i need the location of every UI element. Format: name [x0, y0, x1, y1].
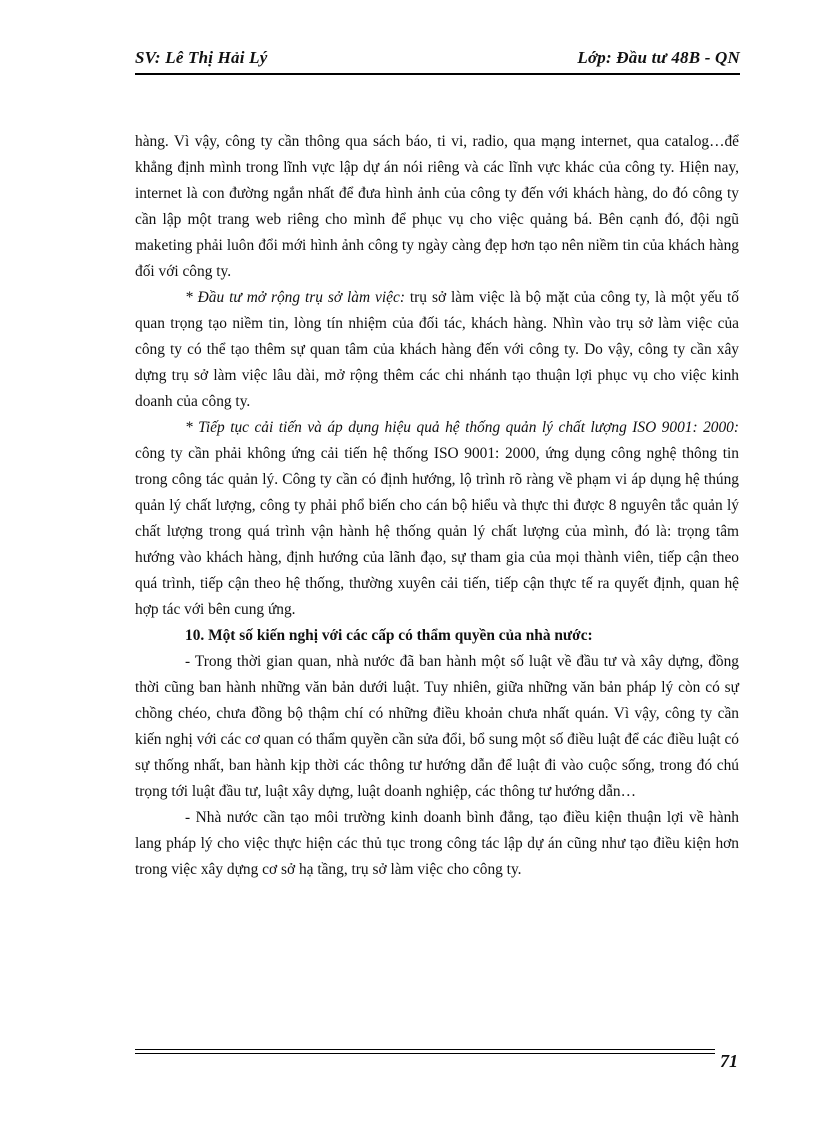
- iso-text: công ty cần phải không ứng cải tiến hệ thống ISO 9001: 2000, ứng dụng công nghệ thông tin trong công tác quản lý. Công ty cần có định hướng, lộ trình rõ ràng về phạm vi áp dụng hệ thúng quản lý chất lượng, công ty phải phổ biến cho cán bộ hiểu và thực thi được 8 nguyên tắc quản lý chất lượng trong quá trình vận hành hệ thống quản lý chất lượng của mình, đó là: trọng tâm hướng vào khách hàng, định hướng của lãnh đạo, sự tham gia của mọi thành viên, tiếp cận theo quá trình, tiếp cận theo hệ thống, thường xuyên cải tiến, tiếp cận thực tế ra quyết định, quan hệ hợp tác với bên cung ứng.: [135, 445, 739, 618]
- class-name: Lớp: Đầu tư 48B - QN: [577, 48, 740, 67]
- page-body: [135, 129, 739, 883]
- section-heading: 10. Một số kiến nghị với các cấp có thẩm quyền của nhà nước:: [185, 627, 593, 644]
- paragraph-continued: hàng. Vì vậy, công ty cần thông qua sách báo, ti vi, radio, qua mạng internet, qua catalog…để khẳng định mình trong lĩnh vực lập dự án nói riêng và các lĩnh vực khác của công ty. Hiện nay, internet là con đường ngắn nhất để đưa hình ảnh của công ty đến với khách hàng, do đó công ty cần lập một trang web riêng cho mình để phục vụ cho việc quảng bá. Bên cạnh đó, đội ngũ maketing phải luôn đổi mới hình ảnh công ty ngày càng đẹp hơn tạo nên niềm tin của khách hàng đối với công ty.: [135, 133, 739, 280]
- footer-divider-bottom: [135, 1053, 715, 1054]
- footer-divider-top: [135, 1049, 715, 1050]
- paragraph-office-expansion: [135, 285, 739, 415]
- paragraph-iso: [135, 415, 739, 623]
- page-number: 71: [720, 1051, 738, 1071]
- paragraph-legal-recommendation: - Trong thời gian quan, nhà nước đã ban hành một số luật về đầu tư và xây dựng, đồng thời cũng ban hành những văn bản dưới luật. Tuy nhiên, giữa những văn bản pháp lý còn có sự chồng chéo, chưa đồng bộ thậm chí có những điều khoản chưa nhất quán. Vì vậy, công ty cần kiến nghị với các cơ quan có thẩm quyền cần sửa đổi, bổ sung một số điều luật để các điều luật có sự thống nhất, ban hành kịp thời các thông tư hướng dẫn để luật đi vào cuộc sống, trong đó chú trọng tới luật đầu tư, luật xây dựng, luật doanh nghiệp, các thông tư hướng dẫn…: [135, 653, 739, 800]
- student-name: SV: Lê Thị Hải Lý: [135, 48, 268, 67]
- office-expansion-text: trụ sở làm việc là bộ mặt của công ty, là một yếu tố quan trọng tạo niềm tin, lòng tín nhiệm của đối tác, khách hàng. Nhìn vào trụ sở làm việc của công ty có thể tạo thêm sự quan tâm của khách hàng đến với công ty. Do vậy, công ty cần xây dựng trụ sở làm việc lâu dài, mở rộng thêm các chi nhánh tạo thuận lợi phục vụ cho việc kinh doanh của công ty.: [135, 289, 740, 410]
- header-divider: [135, 73, 740, 75]
- paragraph-business-environment: - Nhà nước cần tạo môi trường kinh doanh bình đẳng, tạo điều kiện thuận lợi về hành lang pháp lý cho việc thực hiện các thủ tục trong công tác lập dự án cũng như tạo điều kiện hơn trong việc xây dựng cơ sở hạ tầng, trụ sở làm việc cho công ty.: [135, 809, 739, 878]
- page-header: [135, 48, 740, 74]
- iso-title: * Tiếp tục cải tiến và áp dụng hiệu quả hệ thống quản lý chất lượng ISO 9001: 2000:: [185, 419, 739, 436]
- office-expansion-title: * Đầu tư mở rộng trụ sở làm việc:: [185, 289, 405, 306]
